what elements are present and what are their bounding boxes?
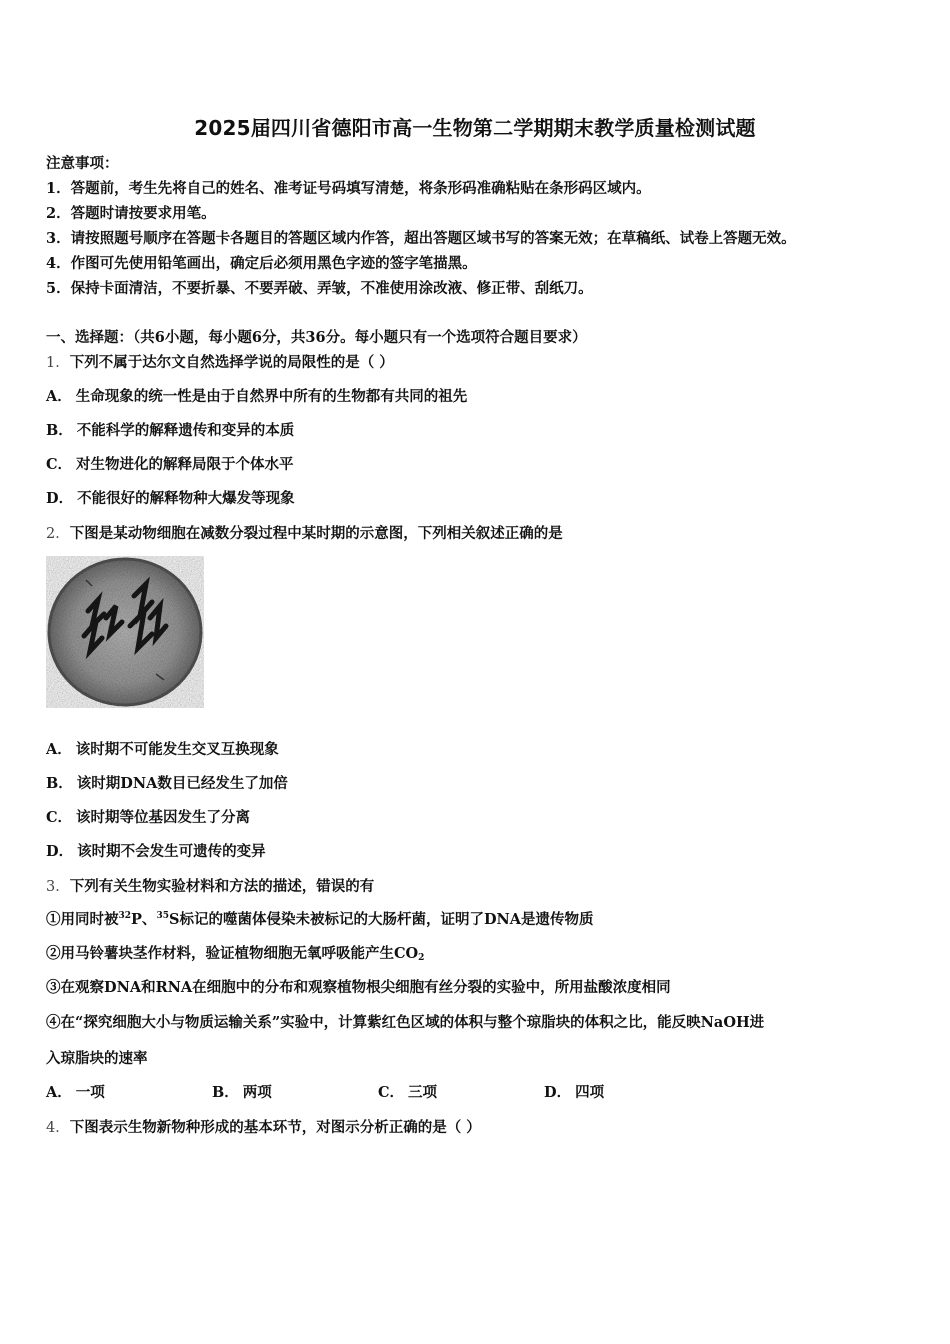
option-text: 四项 — [575, 1084, 605, 1101]
question-stem: 下列不属于达尔文自然选择学说的局限性的是（ ） — [69, 354, 394, 371]
q3-statement-4-line2: 入琼脂块的速率 — [46, 1050, 148, 1067]
q2-option-d — [46, 840, 266, 861]
q1-option-b — [46, 419, 294, 440]
q3-option-a — [46, 1081, 212, 1102]
question-stem: 下列有关生物实验材料和方法的描述，错误的有 — [69, 878, 375, 895]
q3-option-b — [212, 1081, 378, 1102]
cell-membrane — [49, 559, 201, 705]
option-letter: A． — [46, 741, 72, 758]
question-stem: 下图表示生物新物种形成的基本环节，对图示分析正确的是（ ） — [69, 1119, 481, 1136]
option-letter: C． — [378, 1084, 405, 1101]
cell-meiosis-figure — [46, 556, 204, 708]
question-number: 2． — [46, 526, 70, 542]
option-letter: B． — [46, 775, 73, 792]
option-text: 不能很好的解释物种大爆发等现象 — [77, 490, 295, 507]
q3-option-d — [544, 1081, 710, 1102]
notice-item-3: 3．请按照题号顺序在答题卡各题目的答题区域内作答，超出答题区域书写的答案无效；在草稿纸、试卷上答题无效。 — [46, 230, 796, 247]
option-letter: B． — [212, 1084, 239, 1101]
question-number: 1． — [46, 355, 70, 371]
q2-option-c — [46, 806, 250, 827]
question-stem: 下图是某动物细胞在减数分裂过程中某时期的示意图，下列相关叙述正确的是 — [69, 525, 563, 542]
q3-statement-1 — [46, 908, 594, 929]
page-title: 2025届四川省德阳市高一生物第二学期期末教学质量检测试题 — [194, 116, 756, 140]
question-2 — [46, 522, 563, 543]
q1-option-a — [46, 385, 467, 406]
statement-text: ②用马铃薯块茎作材料，验证植物细胞无氧呼吸能产生CO — [46, 945, 419, 962]
notice-item-4: 4．作图可先使用铅笔画出，确定后必须用黑色字迹的签字笔描黑。 — [46, 255, 477, 272]
statement-text: P、 — [131, 911, 157, 928]
question-number: 4． — [46, 1120, 70, 1136]
q3-statement-4-line1: ④在“探究细胞大小与物质运输关系”实验中，计算紫红色区域的体积与整个琼脂块的体积之比，能反映NaOH进 — [46, 1014, 765, 1031]
option-letter: D． — [544, 1084, 572, 1101]
statement-text: S标记的噬菌体侵染未被标记的大肠杆菌，证明了DNA是遗传物质 — [168, 911, 594, 928]
subscript: 2 — [418, 953, 425, 963]
option-text: 该时期等位基因发生了分离 — [76, 809, 251, 826]
question-3 — [46, 875, 374, 896]
option-letter: C． — [46, 809, 73, 826]
option-letter: A． — [46, 1084, 72, 1101]
notice-item-1: 1．答题前，考生先将自己的姓名、准考证号码填写清楚，将条形码准确粘贴在条形码区域内。 — [46, 180, 651, 197]
question-4 — [46, 1116, 481, 1137]
option-text: 该时期不可能发生交叉互换现象 — [75, 741, 279, 758]
question-number: 3． — [46, 879, 70, 895]
notice-item-5: 5．保持卡面清洁，不要折暴、不要弄破、弄皱，不准使用涂改液、修正带、刮纸刀。 — [46, 280, 593, 297]
option-letter: B． — [46, 422, 73, 439]
superscript: 35 — [156, 911, 169, 921]
option-letter: C． — [46, 456, 73, 473]
option-text: 该时期DNA数目已经发生了加倍 — [76, 775, 288, 792]
option-text: 生命现象的统一性是由于自然界中所有的生物都有共同的祖先 — [75, 388, 468, 405]
notice-heading: 注意事项： — [46, 155, 119, 172]
q1-option-d — [46, 487, 295, 508]
q3-statement-2 — [46, 942, 424, 963]
notice-item-2: 2．答题时请按要求用笔。 — [46, 205, 216, 222]
option-text: 一项 — [75, 1084, 105, 1101]
option-letter: A． — [46, 388, 72, 405]
q2-option-b — [46, 772, 288, 793]
question-1 — [46, 351, 394, 372]
option-letter: D． — [46, 490, 74, 507]
option-text: 不能科学的解释遗传和变异的本质 — [76, 422, 295, 439]
q3-option-c — [378, 1081, 544, 1102]
q2-option-a — [46, 738, 279, 759]
option-text: 该时期不会发生可遗传的变异 — [77, 843, 266, 860]
q1-option-c — [46, 453, 294, 474]
option-text: 两项 — [242, 1084, 272, 1101]
option-text: 三项 — [408, 1084, 438, 1101]
option-letter: D． — [46, 843, 74, 860]
q3-options — [46, 1081, 710, 1102]
superscript: 32 — [118, 911, 132, 921]
q3-statement-3: ③在观察DNA和RNA在细胞中的分布和观察植物根尖细胞有丝分裂的实验中，所用盐酸浓度相同 — [46, 979, 671, 996]
statement-text: ①用同时被 — [46, 911, 119, 928]
option-text: 对生物进化的解释局限于个体水平 — [76, 456, 294, 473]
section-heading: 一、选择题：（共6小题，每小题6分，共36分。每小题只有一个选项符合题目要求） — [46, 329, 587, 346]
